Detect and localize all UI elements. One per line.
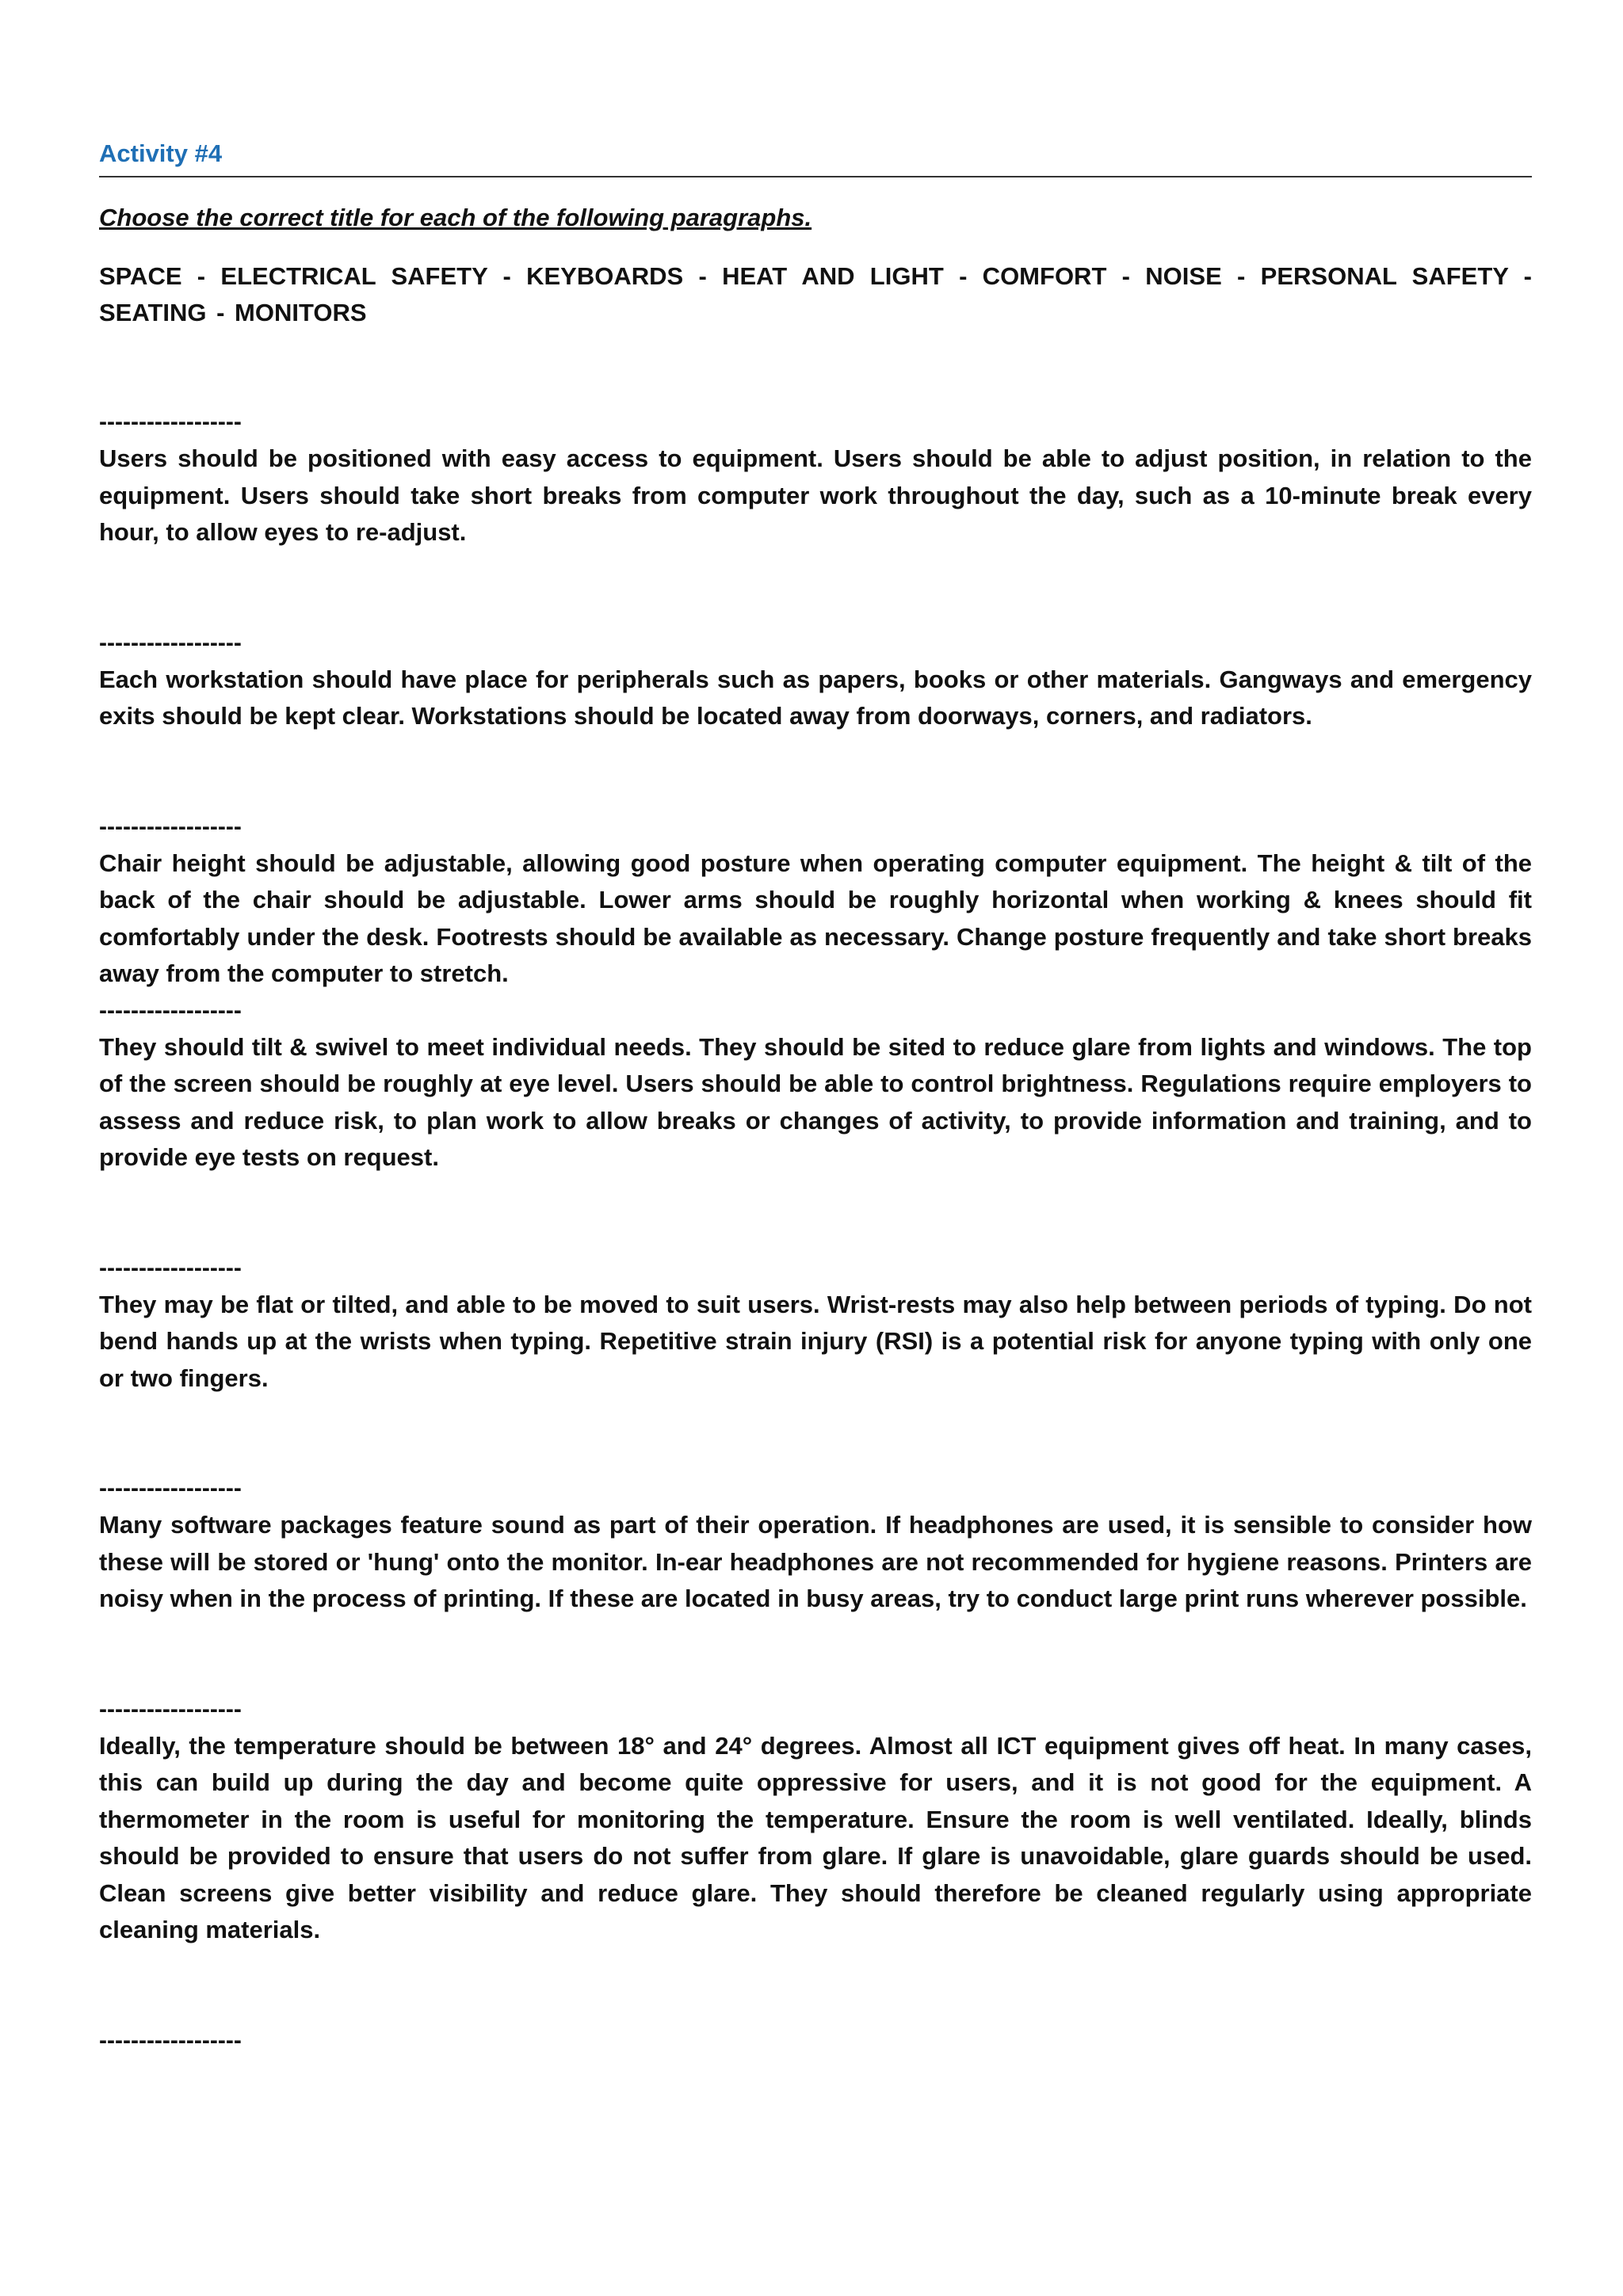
answer-blank: ------------------ [99,997,242,1024]
answer-blank: ------------------ [99,629,242,656]
section-8 [99,2023,1532,2059]
paragraph-1: Users should be positioned with easy access to equipment. Users should be able to adjust position, in relation to the equipment. Users should take short breaks from computer work throughout the day, such as a 10-minute break every hour, to allow eyes to re-adjust. [99,444,1532,546]
answer-blank: ------------------ [99,1254,242,1281]
section-7 [99,1691,1532,1949]
answer-blank: ------------------ [99,813,242,840]
section-2 [99,625,1532,735]
paragraph-5: They may be flat or tilted, and able to be moved to suit users. Wrist-rests may also help between periods of typing. Do not bend hands up at the wrists when typing. Repetitive strain injury (RSI) is a potential risk for anyone typing with only one or two fingers. [99,1290,1532,1392]
document-page [99,136,1532,2059]
section-3 [99,809,1532,993]
paragraph-6: Many software packages feature sound as part of their operation. If headphones are used, it is sensible to consider how these will be stored or 'hung' onto the monitor. In-ear headphones are not recommended for hygiene reasons. Printers are noisy when in the process of printing. If these are located in busy areas, try to conduct large print runs wherever possible. [99,1511,1532,1612]
section-5 [99,1250,1532,1398]
title-options: SPACE - ELECTRICAL SAFETY - KEYBOARDS - HEAT AND LIGHT - COMFORT - NOISE - PERSONAL SAFETY - SEATING - MONITORS [99,262,1532,326]
section-6 [99,1470,1532,1618]
answer-blank: ------------------ [99,2027,242,2054]
paragraph-3: Chair height should be adjustable, allowing good posture when operating computer equipment. The height & tilt of the back of the chair should be adjustable. Lower arms should be roughly horizontal when working & knees should fit comfortably under the desk. Footrests should be available as necessary. Change posture frequently and take short breaks away from the computer to stretch. [99,849,1532,987]
answer-blank: ------------------ [99,1695,242,1722]
section-4 [99,993,1532,1177]
paragraph-2: Each workstation should have place for peripherals such as papers, books or other materials. Gangways and emergency exits should be kept clear. Workstations should be located away from doorways, corners, and radiators. [99,665,1532,730]
instruction-text: Choose the correct title for each of the following paragraphs. [99,204,812,231]
activity-title: Activity #4 [99,136,1532,177]
section-1 [99,404,1532,551]
paragraph-4: They should tilt & swivel to meet individual needs. They should be sited to reduce glare from lights and windows. The top of the screen should be roughly at eye level. Users should be able to control brightness. Regulations require employers to assess and reduce risk, to plan work to allow breaks or changes of activity, to provide information and training, and to provide eye tests on request. [99,1032,1532,1171]
answer-blank: ------------------ [99,409,242,435]
answer-blank: ------------------ [99,1475,242,1501]
paragraph-7: Ideally, the temperature should be between 18° and 24° degrees. Almost all ICT equipment gives off heat. In many cases, this can build up during the day and become quite oppressive for users, and it is not good for the equipment. A thermometer in the room is useful for monitoring the temperature. Ensure the room is well ventilated. Ideally, blinds should be provided to ensure that users do not suffer from glare. If glare is unavoidable, glare guards should be used. Clean screens give better visibility and reduce glare. They should therefore be cleaned regularly using appropriate cleaning materials. [99,1731,1532,1943]
